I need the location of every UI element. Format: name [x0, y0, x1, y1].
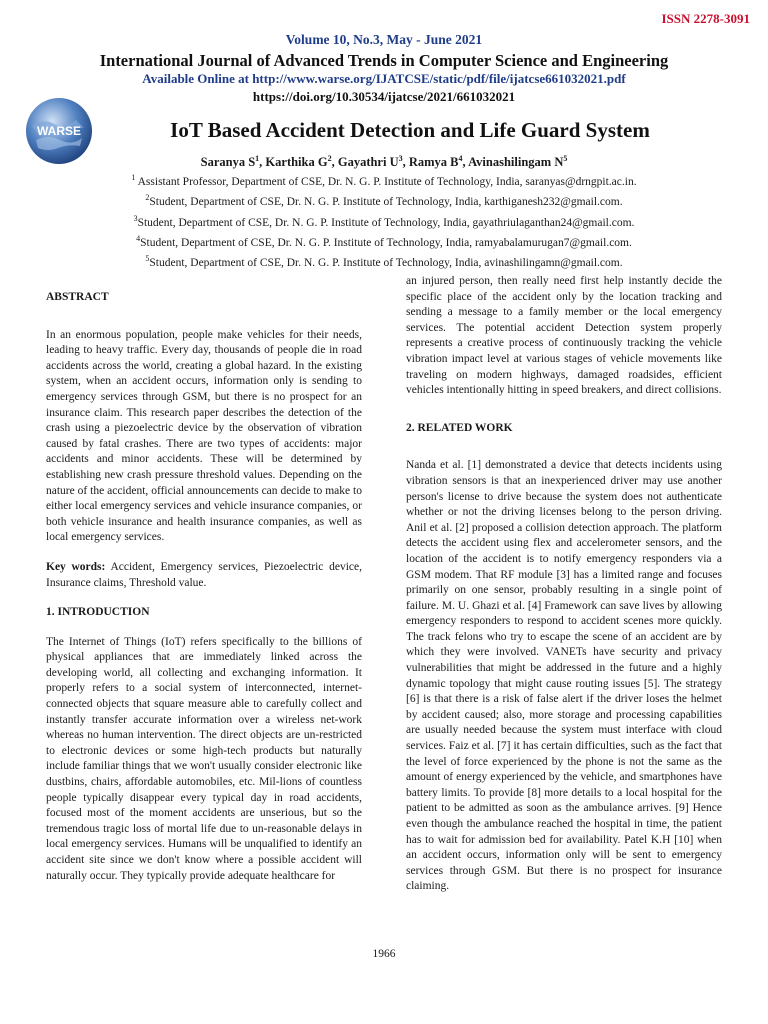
affiliation-text: Student, Department of CSE, Dr. N. G. P. Institute of Technology, India, karthiganesh232@gmail.com. — [149, 196, 623, 209]
author-name: Avinashilingam N — [468, 155, 564, 170]
affiliation-line — [0, 251, 768, 271]
abstract-text: In an enormous population, people make vehicles for their needs, leading to heavy traffic. Every day, thousands of people die in road accidents across the world, creating a global hazard. In the existing system, when an accident occurs, information only is sending to emergency services through GSM, but there is no prospect for an insurance claim. This research paper describes the detection of the crash using a piezoelectric device by the observation of vibration caused by fatal crashes. There are two types of accidents: major accidents and minor accidents. These will be determined by establishing new crash pressure threshold values. Depending on the nature of the accident, official announcements can decide to make to either local emergency services and vehicle insurance companies, or both vehicle insurance and health insurance companies, as well as local emergency services. — [46, 328, 362, 544]
author-list: Saranya $S^1$, Karthika $G^2$, Gayathri $U^3$, Ramya $B^4$, Avinashilingam $N^5$ — [200, 154, 568, 170]
journal-name: International Journal of Advanced Trends in Computer Science and Engineering — [99, 51, 669, 70]
author-superscript: 5 — [563, 154, 568, 163]
author-name: Karthika G — [265, 155, 328, 170]
affiliation-superscript: 5 — [145, 254, 150, 264]
issn: ISSN 2278-3091 — [661, 11, 750, 26]
related-work-heading: 2. RELATED WORK — [406, 421, 513, 434]
page-number: 1966 — [372, 948, 396, 960]
volume-line: Volume 10, No.3, May - June 2021 — [285, 32, 483, 47]
related-work-text: Nanda et al. [1] demonstrated a device that detects incidents using vibration sensors is that an inexperienced driver may use another person's license to drive because the system does not authenticate whether or not the driving licenses belong to the person driving. Anil et al. [2] proposed a collision detection approach. The platform detects the accident using flex and accelerometer sensors, and the location of the accident is to notify emergency responders via a GSM modem. That RF module [3] has a limited range and focuses primarily on one sensor, probably resulting in a single point of failure. M. U. Ghazi et al. [4] Framework can save lives by allowing emergency responders to respond to accident scenes more quickly. The track felons who try to escape the scene of an accident are by which they were involved. VANETs have security and privacy vulnerabilities that might be addressed in the future and a highly dynamic topology that might cause routing issues [5]. The strategy [6] is that there is a risk of false alert if the driver loses the helmet by accident caused; also, more storage and processing capabilities are usually needed because the system must interface with cloud services. Faiz et al. [7] it has certain difficulties, such as the fact that the level of force experienced by the phone is not the same as the amount of energy experienced by the vehicle, and smartphones have battery limits. To provide [8] more details to a local hospital for the patient to be admitted as soon as the ambulance arrives. [9] Hence even though the ambulance reached the hospital in time, the patient has to wait for admission bed for availability. Patel K.H [10] when an accident occurs, information only will be sent to emergency services through GSM. But there is no prospect for insurance claiming. — [406, 459, 722, 893]
affiliation-text: Student, Department of CSE, Dr. N. G. P. Institute of Technology, India, gayathriulaganthan24@gmail.com. — [137, 216, 635, 229]
paper-title: IoT Based Accident Detection and Life Guard System — [170, 118, 650, 142]
affiliation-line — [0, 211, 768, 231]
author-superscript: 3 — [398, 154, 403, 163]
doi-link[interactable]: https://doi.org/10.30534/ijatcse/2021/661032021 — [252, 89, 516, 104]
affiliation-line — [0, 170, 768, 190]
affiliation-line — [0, 231, 768, 251]
author-superscript: 1 — [255, 154, 260, 163]
affiliation-superscript: 3 — [133, 213, 138, 223]
left-column — [46, 290, 362, 884]
affiliation-list — [0, 170, 768, 272]
logo-text: WARSE — [36, 124, 82, 138]
available-online-link[interactable]: Available Online at http://www.warse.org/IJATCSE/static/pdf/file/ijatcse661032021.pdf — [142, 71, 626, 86]
affiliation-text: Student, Department of CSE, Dr. N. G. P. Institute of Technology, India, avinashilingamn@gmail.com. — [149, 257, 623, 270]
author-name: Saranya S — [200, 155, 256, 170]
author-superscript: 4 — [458, 154, 463, 163]
author-superscript: 2 — [327, 154, 332, 163]
introduction-text: The Internet of Things (IoT) refers specifically to the billions of physical appliances that are immediately linked across the developing world, all collecting and exchanging information. It properly refers to a social system of interconnected, internet-connected objects that square measure able to carefully collect and instantly transfer accurate information over a wireless net-work whereas no human intervention. The direct objects are un-restricted to electronic devices or some high-tech products but naturally include familiar things that we won't usually consider electronic like dustbins, chairs, affordable automobiles, etc. Mil-lions of countless people typically disappear every typical day in road accidents, focused most of the moment accidents are unserious, but so the tremendous tragic loss of mortal life due to un-reasonable delays in local emergency services. Humans will be unqualified to identify an accident site since we don't know where a possible accident will naturally occur. They typically provide adequate healthcare for — [46, 635, 362, 882]
abstract-heading: ABSTRACT — [46, 291, 109, 303]
introduction-continued: an injured person, then really need first help instantly decide the specific place of the accident only by the location tracking and sending a message to a family member or the local emergency services. The potential accident Detection system properly represents a creative process of continuously tracking the vehicle vibration impact level at various stages of vehicle movements like traveling on modern highways, damaged roadsides, efficient vehicles intentionally hitting in speed breakers, and direct collisions. — [406, 275, 722, 397]
affiliation-text: Student, Department of CSE, Dr. N. G. P. Institute of Technology, India, ramyabalamurugan7@gmail.com. — [140, 236, 632, 249]
author-name: Gayathri U — [337, 155, 399, 170]
affiliation-superscript: 2 — [145, 193, 150, 203]
keywords-label: Key words: — [46, 560, 106, 573]
affiliation-text: Assistant Professor, Department of CSE, Dr. N. G. P. Institute of Technology, India, saranyas@drngpit.ac.in. — [135, 175, 637, 188]
introduction-heading: 1. INTRODUCTION — [46, 606, 150, 619]
affiliation-superscript: 4 — [136, 233, 141, 243]
right-column — [406, 274, 722, 895]
keywords-text: Accident, Emergency services, Piezoelectric device, Insurance claims, Threshold value. — [46, 560, 362, 589]
affiliation-superscript: 1 — [131, 173, 136, 182]
keywords — [46, 560, 362, 591]
affiliation-line — [0, 190, 768, 210]
author-name: Ramya B — [408, 155, 459, 170]
